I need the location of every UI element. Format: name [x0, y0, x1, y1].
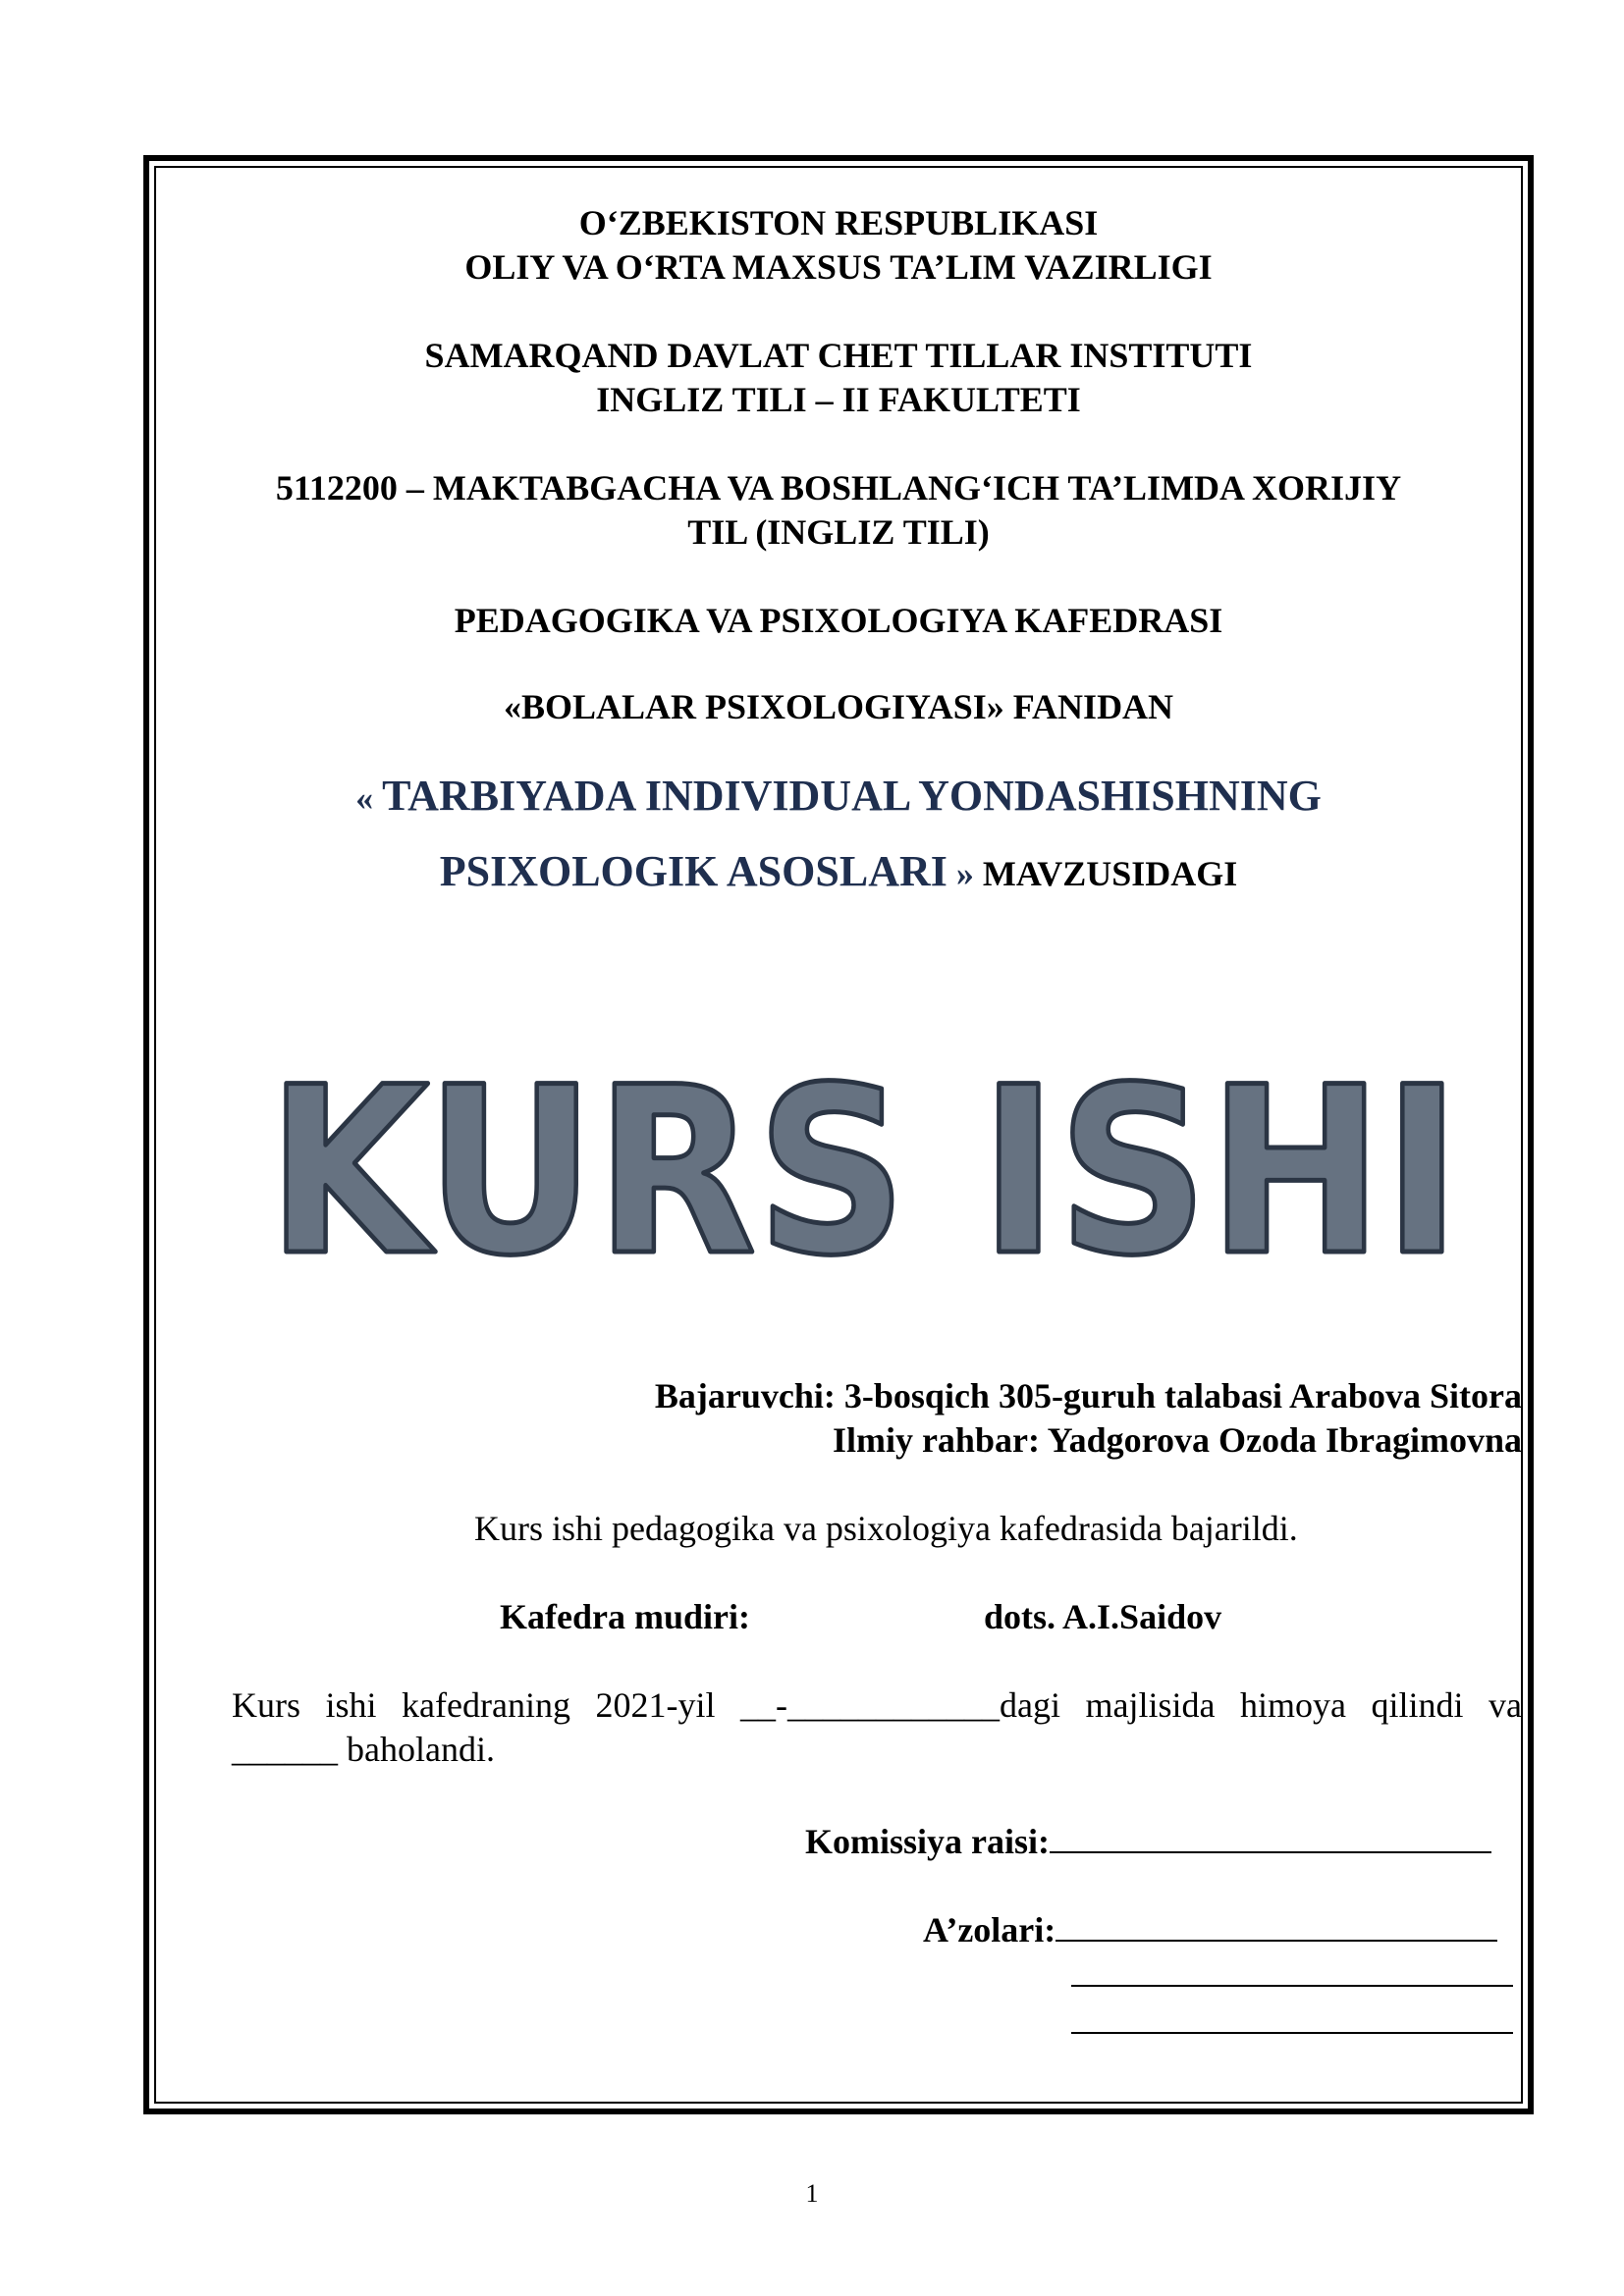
commission-member-signature-line-3: [1071, 2032, 1513, 2034]
republic-heading: O‘ZBEKISTON RESPUBLIKASI: [578, 203, 1099, 242]
topic-line-1: [154, 771, 1523, 821]
ministry-heading: OLIY VA O‘RTA MAXSUS TA’LIM VAZIRLIGI: [464, 247, 1213, 287]
institute-heading: SAMARQAND DAVLAT CHET TILLAR INSTITUTI: [424, 336, 1253, 375]
topic-suffix: MAVZUSIDAGI: [982, 854, 1238, 893]
executor-line: Bajaruvchi: 3-bosqich 305-guruh talabasi Arabova Sitora: [654, 1376, 1522, 1415]
head-of-department-label: Kafedra mudiri:: [500, 1597, 750, 1636]
page-number: 1: [805, 2179, 819, 2208]
topic-open-quote: «: [355, 778, 383, 818]
commission-members-label: A’zolari:: [923, 1910, 1056, 1949]
department-heading: PEDAGOGIKA VA PSIXOLOGIYA KAFEDRASI: [454, 601, 1223, 640]
specialty-line-2: TIL (INGLIZ TILI): [687, 512, 990, 552]
commission-chair-signature-line: [1050, 1816, 1491, 1853]
commission-chair-row: [805, 1816, 1491, 1863]
main-title: KURS ISHI: [267, 1060, 1461, 1286]
supervisor-line: Ilmiy rahbar: Yadgorova Ozoda Ibragimovna: [832, 1420, 1522, 1460]
main-title-wordart: [255, 1060, 1473, 1286]
commission-members-row: [923, 1904, 1497, 1951]
specialty-line-1: 5112200 – MAKTABGACHA VA BOSHLANG‘ICH TA’LIMDA XORIJIY: [275, 468, 1402, 507]
commission-chair-label: Komissiya raisi:: [805, 1822, 1050, 1861]
topic-title-part-2: PSIXOLOGIK ASOSLARI: [439, 847, 947, 895]
topic-line-2: [154, 846, 1523, 896]
faculty-heading: INGLIZ TILI – II FAKULTETI: [596, 380, 1081, 419]
defense-date-blank: ____________: [786, 1685, 1000, 1725]
head-of-department-name: dots. A.I.Saidov: [984, 1597, 1222, 1636]
commission-member-signature-line-1: [1056, 1904, 1497, 1942]
subject-heading: «BOLALAR PSIXOLOGIYASI» FANIDAN: [503, 687, 1174, 726]
completed-note: Kurs ishi pedagogika va psixologiya kafedrasida bajarildi.: [474, 1509, 1298, 1548]
defense-line-1: [232, 1683, 1522, 1727]
defense-text-start: Kurs ishi kafedraning 2021-yil __-: [232, 1685, 787, 1725]
commission-member-signature-line-2: [1071, 1985, 1513, 1987]
defense-text-end: dagi majlisida himoya qilindi va: [999, 1685, 1522, 1725]
topic-title-part-1: TARBIYADA INDIVIDUAL YONDASHISHNING: [382, 772, 1322, 820]
topic-close-quote: »: [947, 854, 983, 893]
defense-line-2: ______ baholandi.: [232, 1730, 495, 1769]
